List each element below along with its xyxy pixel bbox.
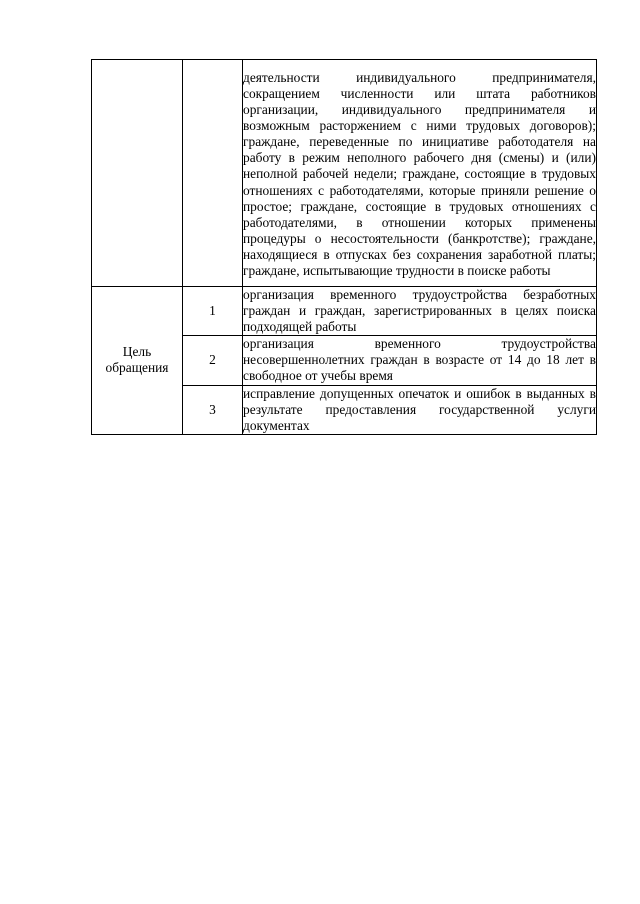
empty-label-cell <box>92 60 183 287</box>
applicant-category-text: деятельности индивидуального предпринимателя, сокращением численности или штата работников организации, индивидуального предпринимателя и возможным расторжением с ними трудовых договоров); граждане, переведенные по инициативе работодателя на работу в режим неполного рабочего дня (смены) и (или) неполной рабочей недели; граждане, состоящие в трудовых отношениях с работодателями, которые приняли решение о простое; граждане, состоящие в трудовых отношениях с работодателями, в отношении которых применены процедуры о несостоятельности (банкротстве); граждане, находящиеся в отпусках без сохранения заработной платы; граждане, испытывающие трудности в поиске работы <box>243 60 597 287</box>
row-number: 3 <box>183 385 243 434</box>
purpose-table <box>91 59 597 435</box>
group-label-cell <box>92 287 183 435</box>
table-row <box>92 287 597 336</box>
row-text: организация временного трудоустройства несовершеннолетних граждан в возрасте от 14 до 18 лет в свободное от учебы время <box>243 336 596 384</box>
row-number: 1 <box>183 287 243 336</box>
row-text: исправление допущенных опечаток и ошибок в выданных в результате предоставления государственной услуги документах <box>243 385 596 433</box>
group-label-line1: Цель <box>122 344 152 360</box>
row-text: организация временного трудоустройства безработных граждан и граждан, зарегистрированных в целях поиска подходящей работы <box>243 287 596 335</box>
empty-number-cell <box>183 60 243 287</box>
row-number: 2 <box>183 336 243 385</box>
table-row-continuation <box>92 60 597 287</box>
group-label-line2: обращения <box>105 360 169 376</box>
